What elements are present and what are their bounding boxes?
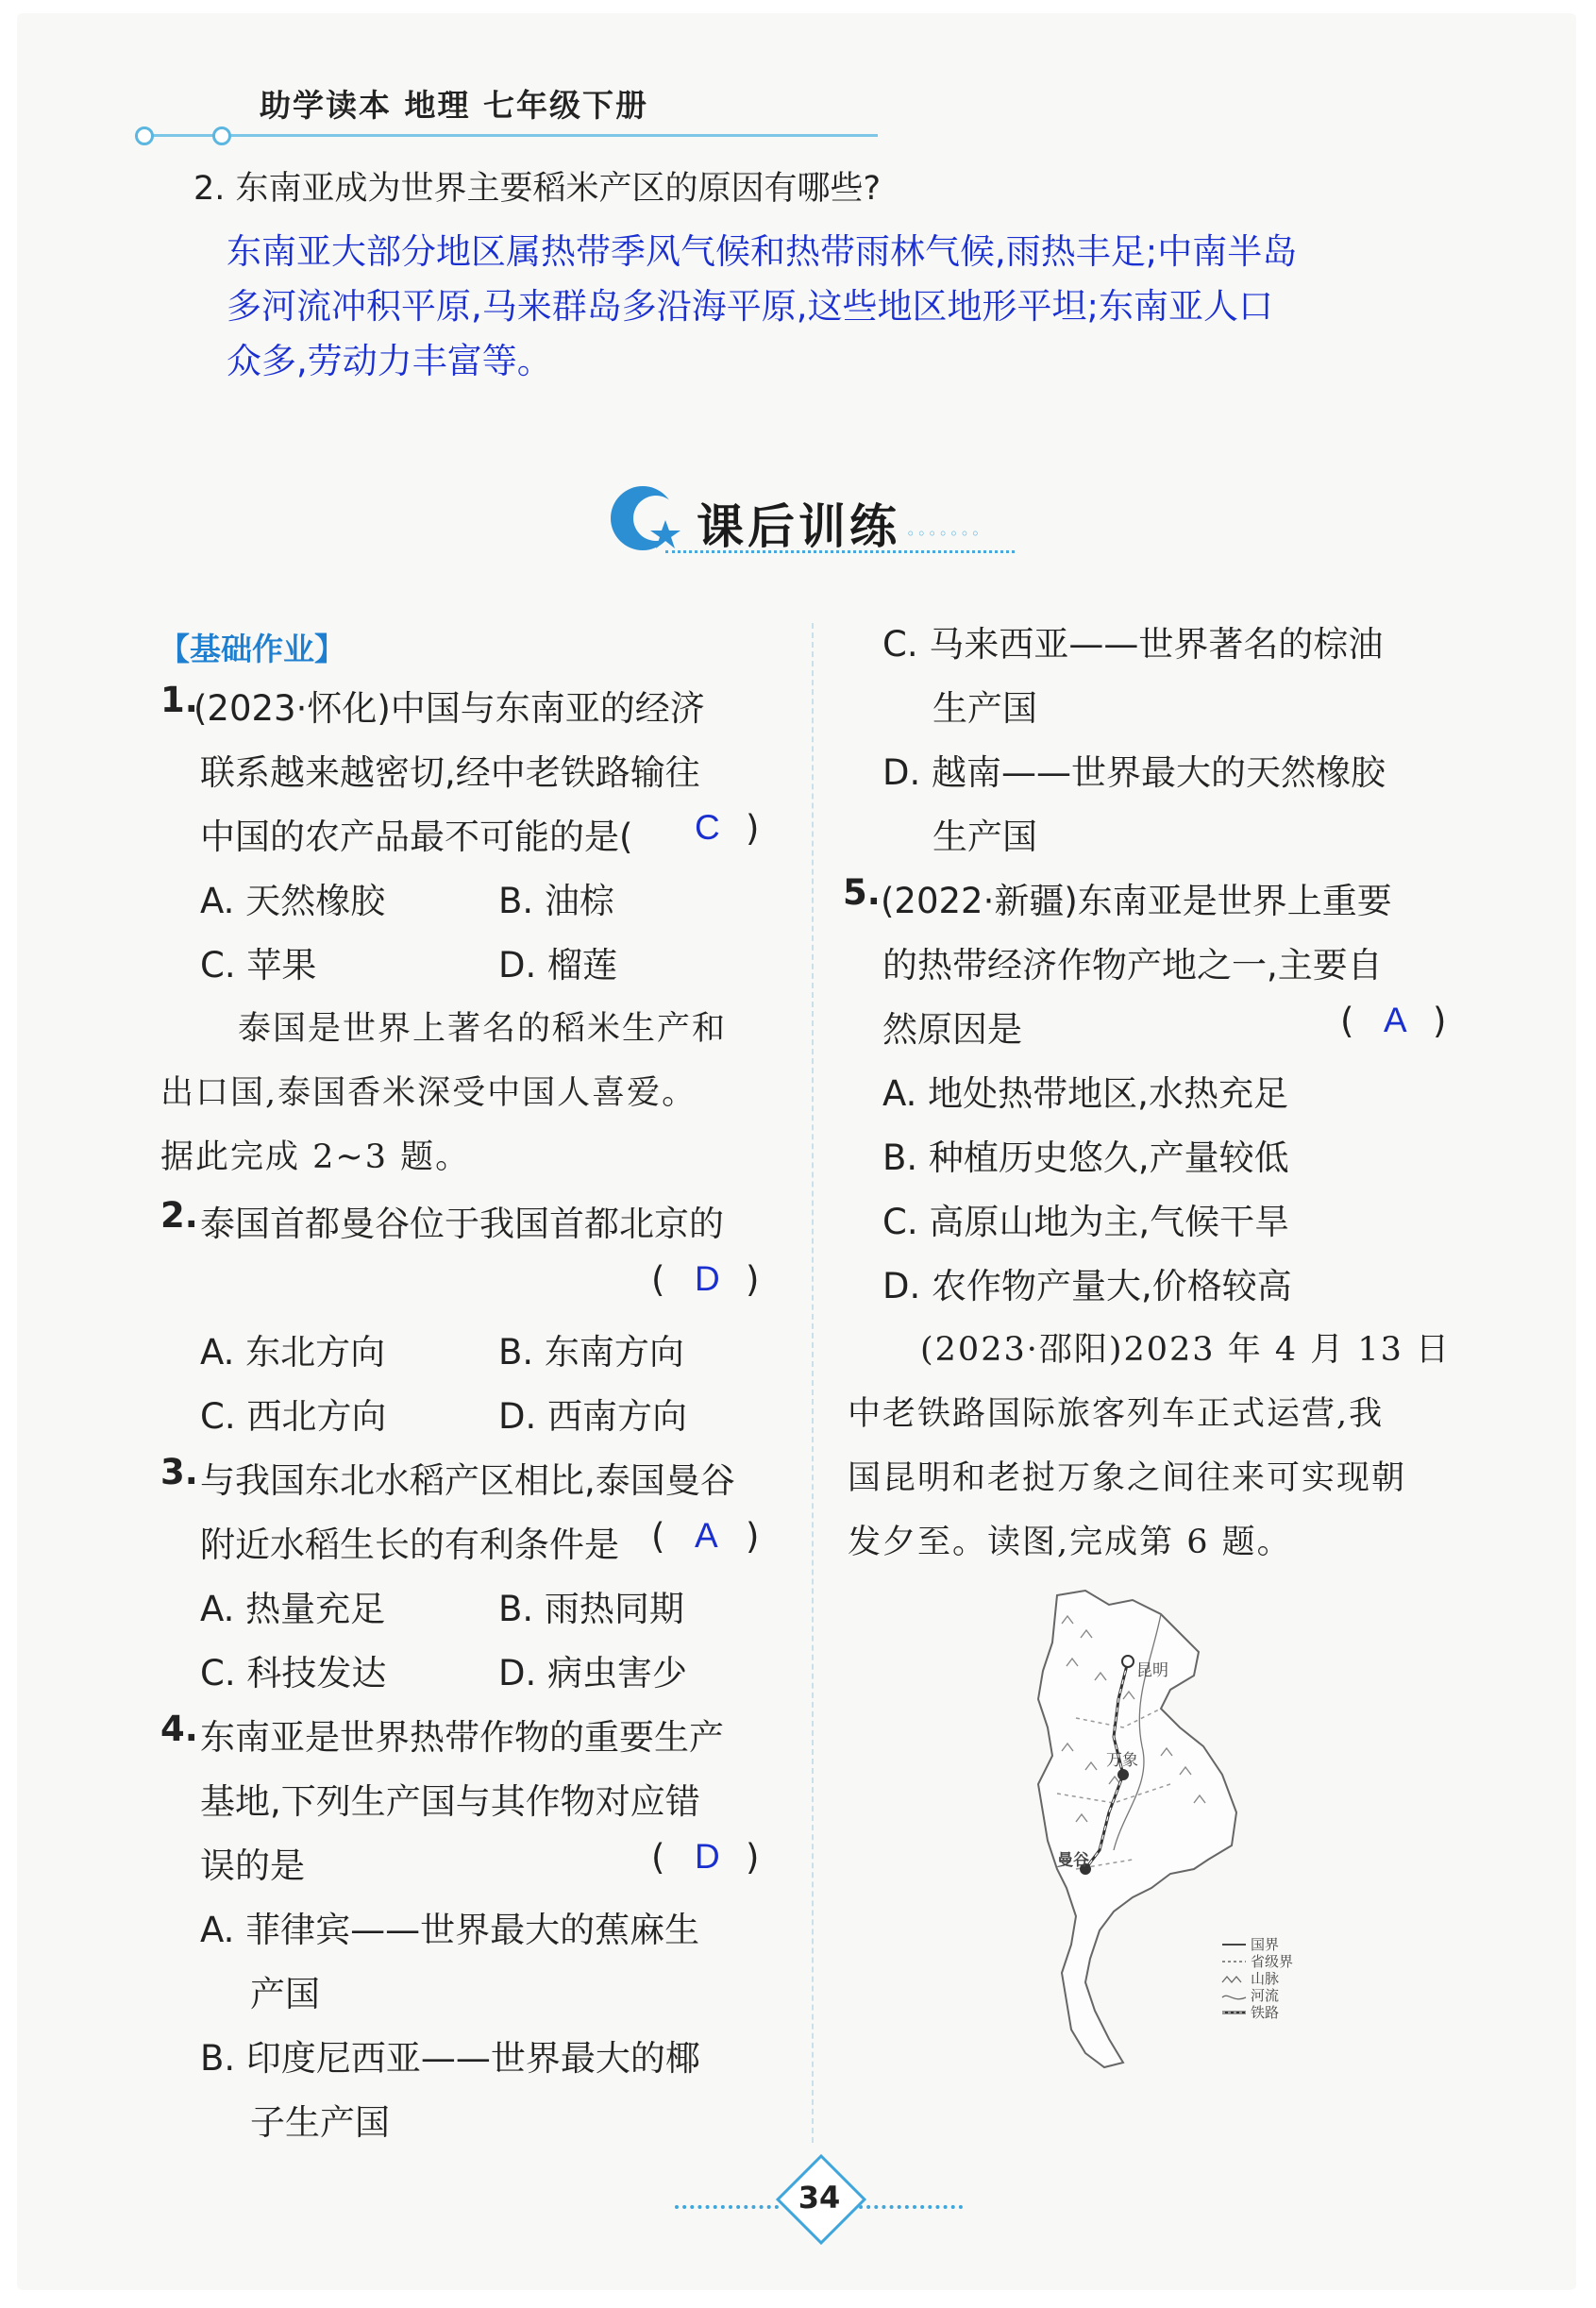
legend-item: 国界	[1251, 1936, 1280, 1953]
paren-open: (	[1340, 1001, 1354, 1041]
option-b: B. 印度尼西亚——世界最大的椰	[200, 2038, 700, 2079]
legend-item: 省级界	[1251, 1953, 1294, 1970]
question-4-answer: D	[695, 1837, 720, 1876]
legend-item: 河流	[1251, 1987, 1280, 2004]
question-4-line: 东南亚是世界热带作物的重要生产	[200, 1717, 724, 1758]
question-1-answer: C	[695, 808, 720, 847]
option-a: A. 地处热带地区,水热充足	[882, 1073, 1288, 1114]
question-5-line: 然原因是	[882, 1009, 1022, 1050]
question-1-number: 1.	[160, 680, 198, 720]
option-a: A. 菲律宾——世界最大的蕉麻生	[200, 1910, 700, 1950]
passage-line: (2023·邵阳)2023 年 4 月 13 日	[920, 1331, 1452, 1369]
option-b: B. 雨热同期	[498, 1589, 684, 1629]
passage-line: 中老铁路国际旅客列车正式运营,我	[848, 1395, 1385, 1433]
question-1-line: (2023·怀化)中国与东南亚的经济	[193, 688, 705, 729]
question-3-line: 与我国东北水稻产区相比,泰国曼谷	[200, 1460, 735, 1501]
header-circle-right	[212, 126, 231, 145]
question-5-answer: A	[1384, 1001, 1407, 1039]
question-5-number: 5.	[843, 872, 881, 913]
question-2-prompt: 2. 东南亚成为世界主要稻米产区的原因有哪些?	[193, 170, 882, 208]
option-d: D. 农作物产量大,价格较高	[882, 1266, 1292, 1306]
option-c: C. 科技发达	[200, 1653, 387, 1693]
bangkok-label: 曼谷	[1057, 1851, 1089, 1870]
legend-item: 山脉	[1251, 1970, 1280, 1987]
option-c: C. 西北方向	[200, 1396, 387, 1437]
running-header: 助学读本 地理 七年级下册	[260, 87, 648, 124]
question-2-answer	[227, 225, 1453, 389]
option-c: C. 苹果	[200, 945, 317, 986]
option-b: B. 油棕	[498, 881, 614, 921]
page-number: 34	[798, 2180, 841, 2215]
footer-dots-left	[675, 2205, 779, 2209]
footer-dots-right	[859, 2205, 963, 2209]
legend-item: 铁路	[1251, 2004, 1280, 2021]
section-title: 课后训练	[697, 499, 900, 554]
option-d: D. 西南方向	[498, 1396, 688, 1437]
paren-close: )	[746, 1837, 760, 1878]
question-4-line: 基地,下列生产国与其作物对应错	[200, 1781, 700, 1822]
option-d: D. 病虫害少	[498, 1653, 688, 1693]
option-c: C. 马来西亚——世界著名的棕油	[882, 624, 1384, 665]
vientiane-marker	[1117, 1769, 1129, 1780]
kunming-label: 昆明	[1136, 1661, 1168, 1680]
passage-line: 据此完成 2~3 题。	[160, 1138, 471, 1176]
paren-close: )	[746, 1516, 760, 1557]
vientiane-label: 万象	[1106, 1751, 1138, 1770]
option-b: B. 东南方向	[498, 1332, 684, 1373]
question-2-choice: D	[695, 1259, 720, 1298]
answer-line: 多河流冲积平原,马来群岛多沿海平原,这些地区地形平坦;东南亚人口	[227, 286, 1273, 327]
option-d: D. 越南——世界最大的天然橡胶	[882, 752, 1386, 793]
paren-close: )	[1433, 1001, 1447, 1041]
question-1-line: 联系越来越密切,经中老铁路输往	[200, 752, 700, 793]
question-2-line: 泰国首都曼谷位于我国首都北京的	[200, 1204, 724, 1244]
option-a: A. 东北方向	[200, 1332, 386, 1373]
option-a: A. 天然橡胶	[200, 881, 386, 921]
paren-close: )	[746, 1259, 760, 1300]
passage-line: 国昆明和老挝万象之间往来可实现朝	[848, 1459, 1407, 1497]
question-4-number: 4.	[160, 1709, 198, 1749]
option-c: C. 高原山地为主,气候干旱	[882, 1202, 1290, 1242]
paren-open: (	[651, 1516, 665, 1557]
paren-open: (	[651, 1259, 665, 1300]
question-3-answer: A	[695, 1516, 718, 1555]
question-4-line: 误的是	[200, 1845, 305, 1886]
section-star-icon	[607, 477, 692, 562]
option-a-cont: 产国	[250, 1974, 320, 2014]
column-divider	[812, 623, 814, 2143]
question-3-line: 附近水稻生长的有利条件是	[200, 1525, 619, 1565]
paren-close: )	[746, 808, 760, 849]
passage-line: 泰国是世界上著名的稻米生产和	[238, 1010, 728, 1048]
kunming-marker	[1122, 1656, 1134, 1667]
passage-line: 发夕至。读图,完成第 6 题。	[848, 1524, 1292, 1561]
option-d-cont: 生产国	[932, 817, 1037, 857]
railway-map	[1019, 1586, 1302, 2077]
section-tag: 【基础作业】	[159, 631, 345, 667]
question-5-line: (2022·新疆)东南亚是世界上重要	[881, 881, 1392, 921]
question-5-line: 的热带经济作物产地之一,主要自	[882, 945, 1383, 986]
option-b: B. 种植历史悠久,产量较低	[882, 1137, 1289, 1178]
option-a: A. 热量充足	[200, 1589, 386, 1629]
option-c-cont: 生产国	[932, 688, 1037, 729]
answer-line: 东南亚大部分地区属热带季风气候和热带雨林气候,雨热丰足;中南半岛	[227, 231, 1298, 272]
section-title-underline	[665, 550, 1015, 553]
paren-open: (	[651, 1837, 665, 1878]
question-1-line: 中国的农产品最不可能的是(	[200, 817, 633, 857]
option-b-cont: 子生产国	[250, 2102, 390, 2143]
map-legend	[1222, 1936, 1293, 2021]
header-circle-left	[135, 126, 154, 145]
question-3-number: 3.	[160, 1452, 198, 1492]
header-rule	[142, 134, 878, 137]
section-title-dots: ◦◦◦◦◦◦◦	[906, 525, 983, 543]
option-d: D. 榴莲	[498, 945, 618, 986]
question-2-number: 2.	[160, 1195, 198, 1236]
answer-line: 众多,劳动力丰富等。	[227, 341, 552, 381]
passage-line: 出口国,泰国香米深受中国人喜爱。	[160, 1074, 697, 1112]
